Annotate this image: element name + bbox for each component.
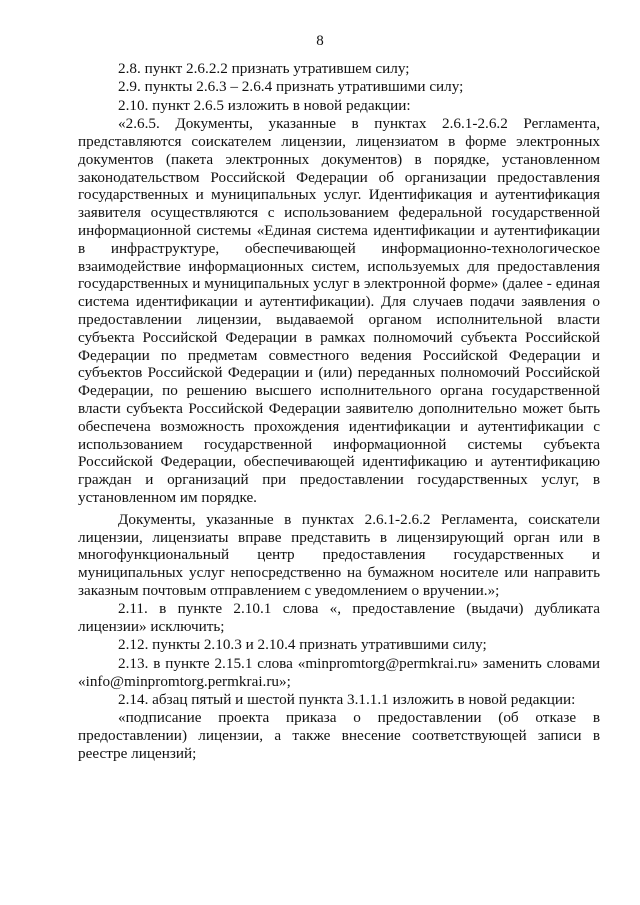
paragraph-2-10: 2.10. пункт 2.6.5 изложить в новой редакции:: [118, 96, 411, 114]
paragraph-2-9: 2.9. пункты 2.6.3 – 2.6.4 признать утратившими силу;: [118, 78, 464, 96]
paragraph-2-12: 2.12. пункты 2.10.3 и 2.10.4 признать утратившими силу;: [118, 636, 487, 654]
paragraph-documents-paper: Документы, указанные в пунктах 2.6.1-2.6.2 Регламента, соискатели лицензии, лицензиаты вправе представить в лицензирующий орган или в многофункциональный центр предоставления государственных и муниципальных услуг непосредственно на бумажном носителе или направить заказным почтовым отправлением с уведомлением о вручении.»;: [78, 510, 600, 599]
paragraph-2-6-5-quote: «2.6.5. Документы, указанные в пунктах 2.6.1-2.6.2 Регламента, представляются соискателем лицензии, лицензиатом в форме электронных документов (пакета электронных документов) в порядке, установленном законодательством Российской Федерации об организации предоставления государственных и муниципальных услуг. Идентификация и аутентификация заявителя осуществляются с использованием федеральной государственной информационной системы «Единая система идентификации и аутентификации в инфраструктуре, обеспечивающей информационно-технологическое взаимодействие информационных систем, используемых для предоставления государственных и муниципальных услуг в электронной форме» (далее - единая система идентификации и аутентификации). Для случаев подачи заявления о предоставлении лицензии, выдаваемой органом исполнительной власти субъекта Российской Федерации в рамках полномочий субъекта Российской Федерации по предметам совместного ведения Российской Федерации и субъектов Российской Федерации и (или) переданных полномочий Российской Федерации, по решению высшего исполнительного органа государственной власти субъекта Российской Федерации заявителю дополнительно может быть обеспечена возможность прохождения идентификации и аутентификации с использованием государственной информационной системы субъекта Российской Федерации, обеспечивающей идентификацию и аутентификацию граждан и организаций при предоставлении государственных услуг, в установленном им порядке.: [78, 115, 600, 506]
paragraph-2-14: 2.14. абзац пятый и шестой пункта 3.1.1.1 изложить в новой редакции:: [118, 691, 576, 709]
page-number: 8: [316, 33, 324, 49]
paragraph-2-11: 2.11. в пункте 2.10.1 слова «, предоставление (выдачи) дубликата лицензии» исключить;: [78, 600, 600, 636]
paragraph-signing-quote: «подписание проекта приказа о предоставлении (об отказе в предоставлении) лицензии, а также внесение соответствующей записи в реестре лицензий;: [78, 709, 600, 763]
paragraph-2-8: 2.8. пункт 2.6.2.2 признать утратившем силу;: [118, 60, 410, 77]
paragraph-2-13: 2.13. в пункте 2.15.1 слова «minpromtorg@permkrai.ru» заменить словами «info@minpromtorg.permkrai.ru»;: [78, 654, 600, 690]
document-body: [78, 60, 600, 763]
